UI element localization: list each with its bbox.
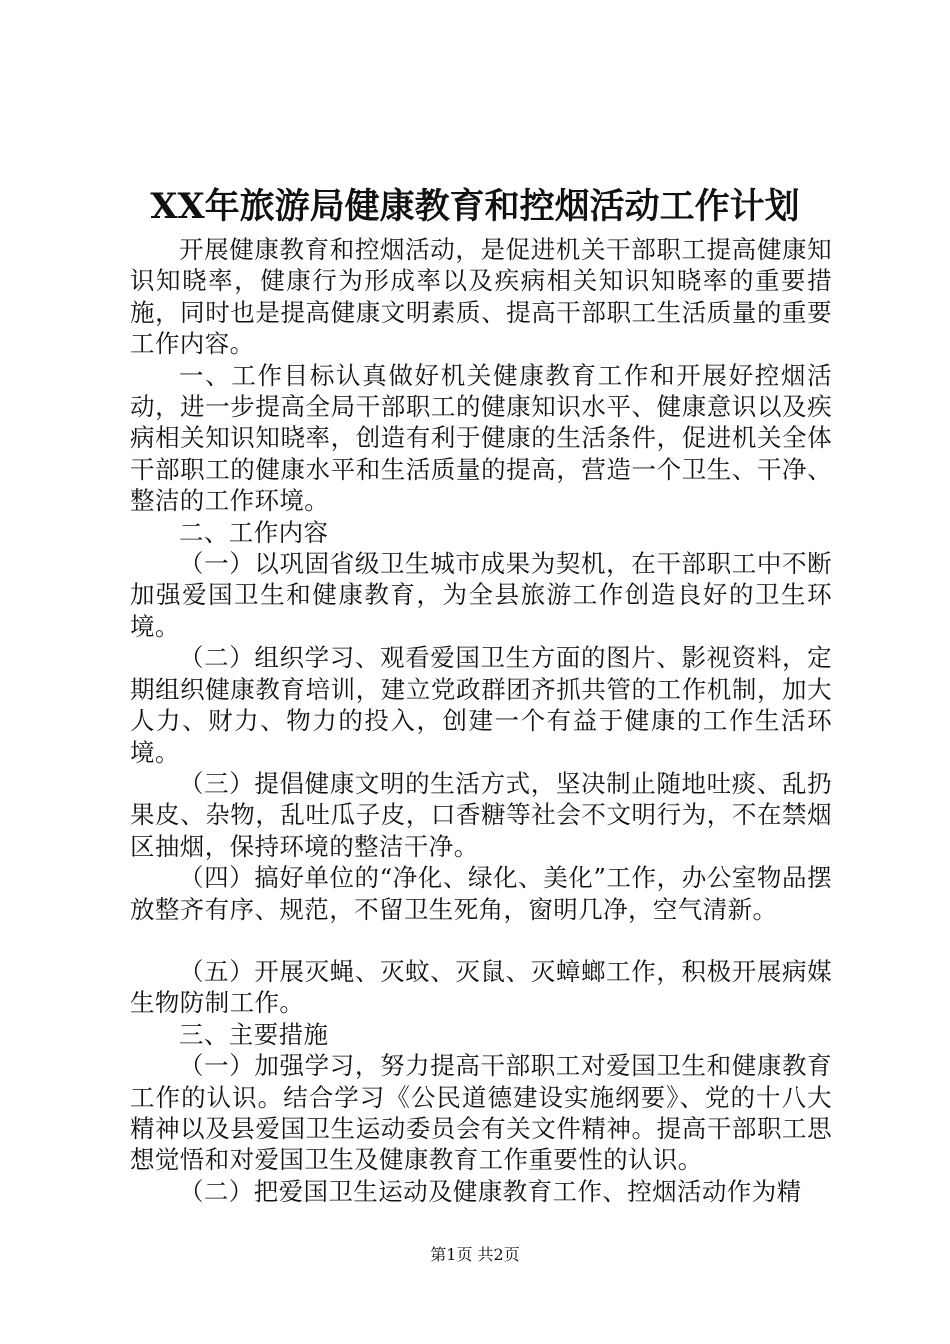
paragraph-goal: 一、工作目标认真做好机关健康教育工作和开展好控烟活动，进一步提高全局干部职工的健康知识水平、健康意识以及疾病相关知识知晓率，创造有利于健康的生活条件，促进机关全体干部职工的健康水平和生活质量的提高，营造一个卫生、干净、整洁的工作环境。: [130, 360, 832, 516]
document-body: [130, 234, 832, 1207]
paragraph-measure-2: （二）把爱国卫生运动及健康教育工作、控烟活动作为精: [179, 1176, 802, 1206]
paragraph-content-2: （二）组织学习、观看爱国卫生方面的图片、影视资料，定期组织健康教育培训，建立党政群团齐抓共管的工作机制，加大人力、财力、物力的投入，创建一个有益于健康的工作生活环境。: [130, 643, 832, 767]
document-title: XX年旅游局健康教育和控烟活动工作计划: [150, 186, 800, 227]
paragraph-intro: 开展健康教育和控烟活动，是促进机关干部职工提高健康知识知晓率，健康行为形成率以及疾病相关知识知晓率的重要措施，同时也是提高健康文明素质、提高干部职工生活质量的重要工作内容。: [130, 235, 832, 359]
paragraph-content-5: （五）开展灭蝇、灭蚊、灭鼠、灭蟑螂工作，积极开展病媒生物防制工作。: [130, 956, 832, 1018]
heading-work-content: 二、工作内容: [179, 517, 329, 547]
heading-main-measures: 三、主要措施: [179, 1019, 329, 1049]
page-number-footer: 第1页 共2页: [430, 1245, 520, 1264]
paragraph-content-4: （四）搞好单位的“净化、绿化、美化”工作，办公室物品摆放整齐有序、规范，不留卫生死角，窗明几净，空气清新。: [130, 863, 832, 924]
paragraph-measure-1: （一）加强学习，努力提高干部职工对爱国卫生和健康教育工作的认识。结合学习《公民道德建设实施纲要》、党的十八大精神以及县爱国卫生运动委员会有关文件精神。提高干部职工思想觉悟和对爱国卫生及健康教育工作重要性的认识。: [130, 1051, 832, 1175]
paragraph-content-3: （三）提倡健康文明的生活方式，坚决制止随地吐痰、乱扔果皮、杂物，乱吐瓜子皮，口香糖等社会不文明行为，不在禁烟区抽烟，保持环境的整洁干净。: [130, 768, 832, 861]
paragraph-content-1: （一）以巩固省级卫生城市成果为契机，在干部职工中不断加强爱国卫生和健康教育，为全县旅游工作创造良好的卫生环境。: [130, 549, 832, 641]
